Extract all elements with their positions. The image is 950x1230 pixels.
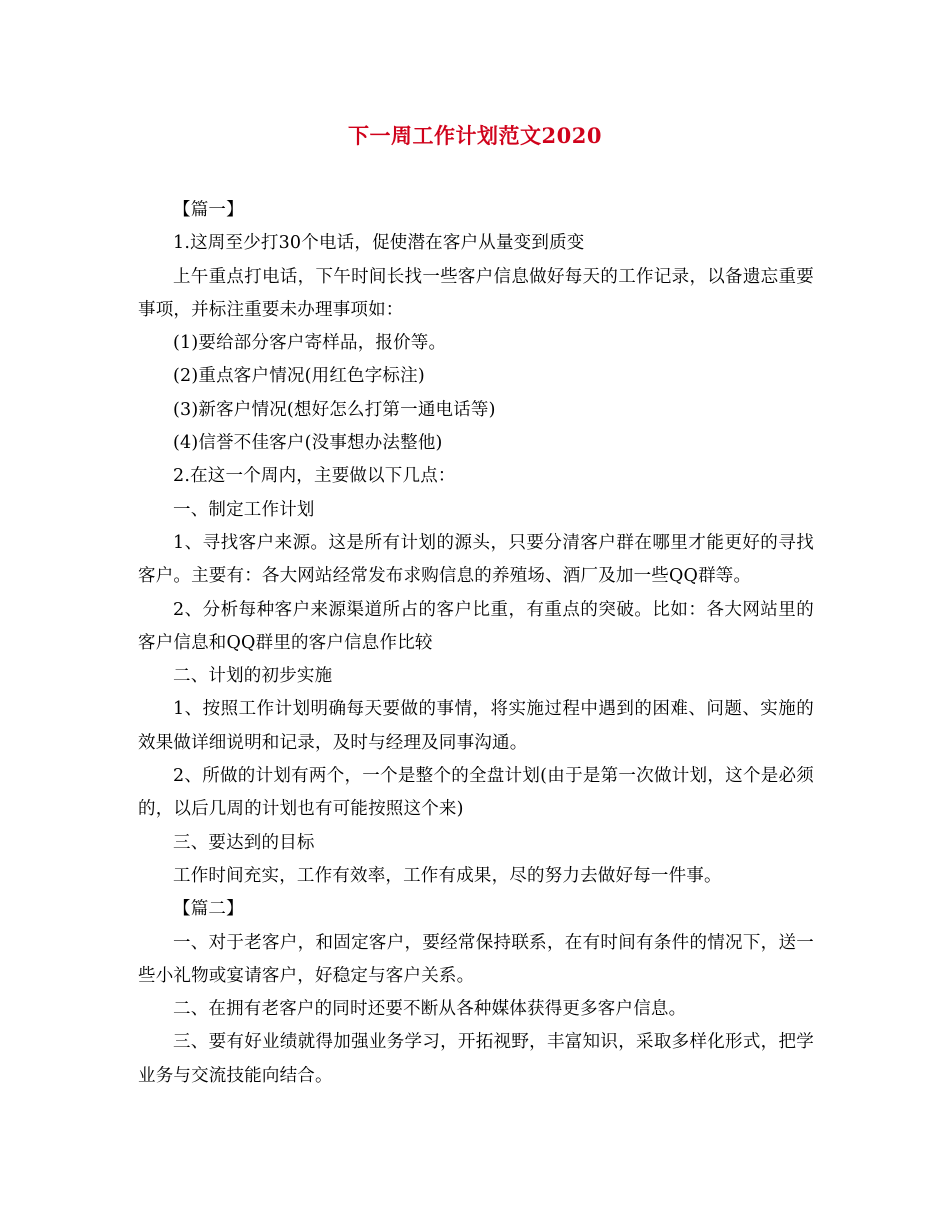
paragraph: 工作时间充实，工作有效率，工作有成果，尽的努力去做好每一件事。: [173, 865, 722, 886]
paragraph: 二、计划的初步实施: [173, 666, 333, 687]
document-title: 下一周工作计划范文2020: [348, 123, 602, 148]
paragraph: 2、分析每种客户来源渠道所占的客户比重，有重点的突破。比如：各大网站里的客户信息和QQ群里的客户信息作比较: [138, 599, 814, 653]
paragraph: 二、在拥有老客户的同时还要不断从各种媒体获得更多客户信息。: [173, 999, 687, 1020]
paragraph: 2、所做的计划有两个，一个是整个的全盘计划(由于是第一次做计划，这个是必须的，以后几周的计划也有可能按照这个来): [138, 766, 814, 820]
paragraph: 1、按照工作计划明确每天要做的事情，将实施过程中遇到的困难、问题、实施的效果做详细说明和记录，及时与经理及同事沟通。: [138, 699, 814, 753]
paragraph: 一、制定工作计划: [173, 499, 315, 520]
paragraph: 一、对于老客户，和固定客户，要经常保持联系，在有时间有条件的情况下，送一些小礼物或宴请客户，好稳定与客户关系。: [138, 932, 814, 986]
paragraph: (4)信誉不佳客户(没事想办法整他): [173, 433, 443, 454]
paragraph: 1、寻找客户来源。这是所有计划的源头，只要分清客户群在哪里才能更好的寻找客户。主要有：各大网站经常发布求购信息的养殖场、酒厂及加一些QQ群等。: [138, 532, 814, 587]
paragraph: 三、要有好业绩就得加强业务学习，开拓视野，丰富知识，采取多样化形式，把学业务与交流技能向结合。: [138, 1032, 814, 1086]
paragraph: (2)重点客户情况(用红色字标注): [173, 366, 425, 387]
paragraph: 【篇一】: [173, 200, 244, 220]
document-body: [138, 194, 814, 1093]
paragraph: 三、要达到的目标: [173, 832, 315, 853]
paragraph: (1)要给部分客户寄样品，报价等。: [173, 333, 447, 354]
paragraph: 2.在这一个周内，主要做以下几点：: [173, 466, 456, 487]
paragraph: (3)新客户情况(想好怎么打第一通电话等): [173, 399, 496, 420]
paragraph: 上午重点打电话，下午时间长找一些客户信息做好每天的工作记录，以备遗忘重要事项，并标注重要未办理事项如：: [138, 266, 814, 320]
paragraph: 【篇二】: [173, 899, 244, 920]
paragraph: 1.这周至少打30个电话，促使潜在客户从量变到质变: [173, 233, 585, 254]
